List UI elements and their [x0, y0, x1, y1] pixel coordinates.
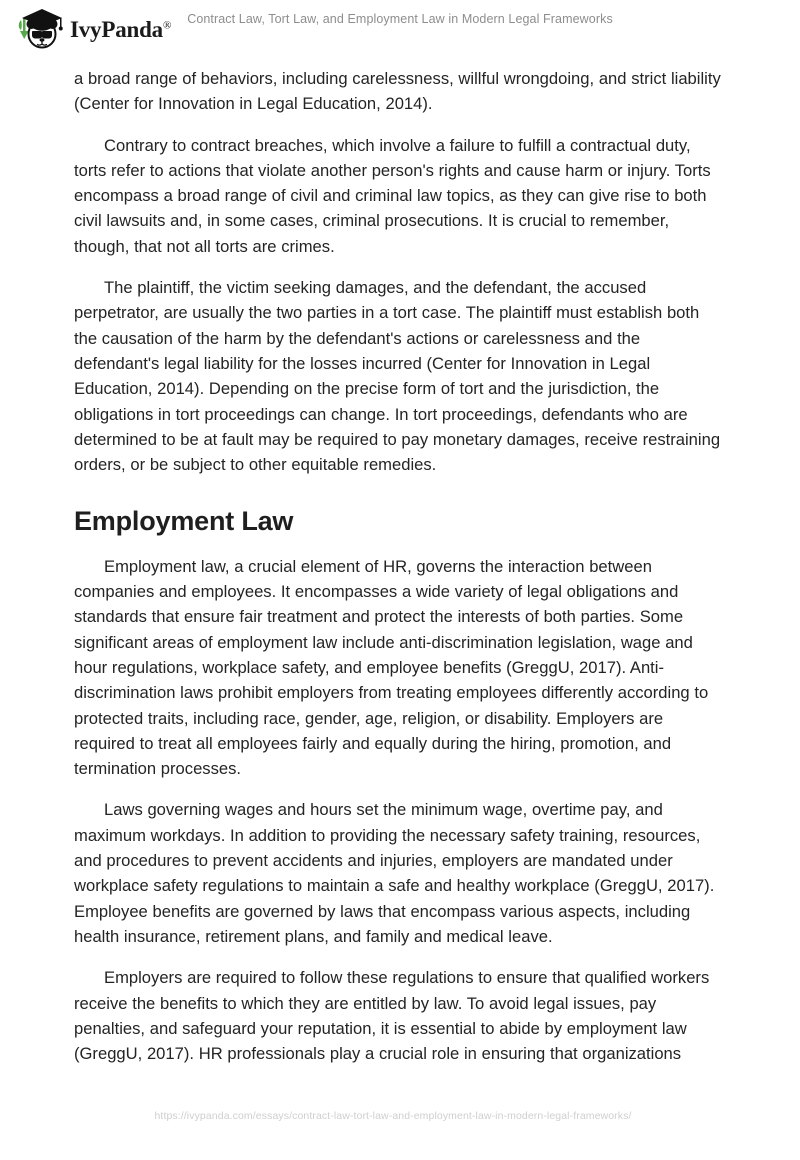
document-content: [74, 66, 726, 1082]
paragraph: The plaintiff, the victim seeking damages, and the defendant, the accused perpetrator, are usually the two parties in a tort case. The plaintiff must establish both the causation of the harm by the defendant's actions or carelessness and the defendant's legal liability for the losses incurred (Center for Innovation in Legal Education, 2014). Depending on the precise form of tort and the jurisdiction, the obligations in tort proceedings can change. In tort proceedings, defendants who are determined to be at fault may be required to pay monetary damages, receive restraining orders, or be subject to other equitable remedies.: [74, 278, 721, 475]
source-url[interactable]: https://ivypanda.com/essays/contract-law-tort-law-and-employment-law-in-modern-legal-frameworks/: [154, 1110, 632, 1122]
registered-mark: ®: [162, 18, 172, 31]
paragraph: Laws governing wages and hours set the minimum wage, overtime pay, and maximum workdays. In addition to providing the necessary safety training, resources, and procedures to prevent accidents and injuries, employers are mandated under workplace safety regulations to maintain a safe and healthy workplace (GreggU, 2017). Employee benefits are governed by laws that encompass various aspects, including health insurance, retirement plans, and family and medical leave.: [74, 800, 715, 946]
page-header: [0, 0, 800, 58]
brand-name-text: IvyPanda: [70, 16, 163, 42]
document-title: Contract Law, Tort Law, and Employment Law in Modern Legal Frameworks: [187, 12, 613, 26]
section-heading-employment-law: Employment Law: [74, 506, 294, 537]
paragraph: Employment law, a crucial element of HR, governs the interaction between companies and employees. It encompasses a wide variety of legal obligations and standards that ensure fair treatment and protect the interests of both parties. Some significant areas of employment law include anti-discrimination legislation, wage and hour regulations, workplace safety, and employee benefits (GreggU, 2017). Anti-discrimination laws prohibit employers from treating employees differently according to protected traits, including race, gender, age, religion, or disability. Employers are required to treat all employees fairly and equally during the hiring, promotion, and termination processes.: [74, 556, 709, 779]
paragraph: Contrary to contract breaches, which involve a failure to fulfill a contractual duty, torts refer to actions that violate another person's rights and cause harm or injury. Torts encompass a broad range of civil and criminal law topics, as they can give rise to both civil lawsuits and, in some cases, criminal prosecutions. It is crucial to remember, though, that not all torts are crimes.: [74, 135, 711, 256]
paragraph: Employers are required to follow these regulations to ensure that qualified workers receive the benefits to which they are entitled by law. To avoid legal issues, pay penalties, and safeguard your reputation, it is essential to abide by employment law (GreggU, 2017). HR professionals play a crucial role in ensuring that organizations: [74, 968, 710, 1064]
paragraph: a broad range of behaviors, including carelessness, willful wrongdoing, and strict liability (Center for Innovation in Legal Education, 2014).: [74, 69, 721, 114]
page-footer: [0, 1100, 800, 1160]
